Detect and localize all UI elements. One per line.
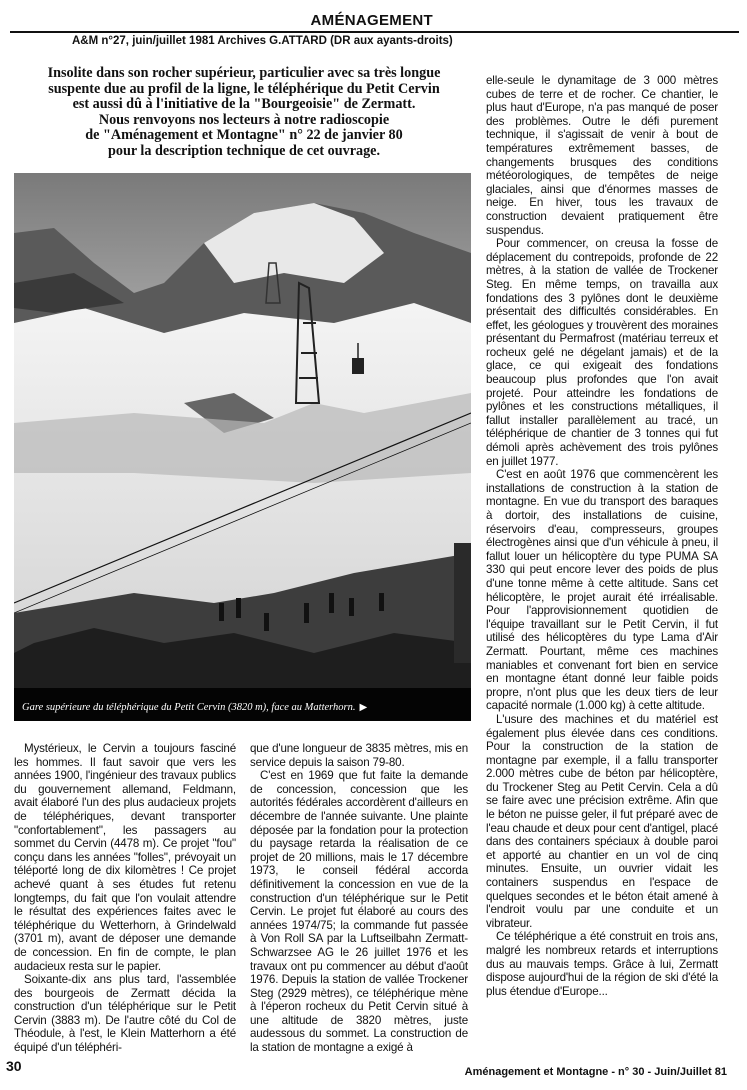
page-header xyxy=(0,12,747,34)
intro-paragraph xyxy=(14,66,474,160)
column1-paragraph: Mystérieux, le Cervin a toujours fasciné les hommes. Il faut savoir que vers les années 1900, l'ingénieur des travaux publics du gouvernement allemand, Feldmann, avait élaboré l'un des plus audacieux projets de téléphériques, devant transporter "confortablement", les passagers au sommet du Cervin (4478 m). Ce projet "fou" conçu dans les années "folles", prévoyait un téléporté long de dix kilomètres ! Ce projet achevé quant à ses études fut retenu longtemps, du fait que l'on voulait attendre le résultat des expériences faites avec le téléphérique du Wetterhorn, à Grindelwald (3701 m), avant de déposer une demande de concession. En fin de compte, le plan audacieux resta sur le papier. xyxy=(14,742,236,973)
intro-line: suspente due au profil de la ligne, le téléphérique du Petit Cervin xyxy=(48,80,440,97)
photo-illustration xyxy=(14,173,471,721)
triangle-arrow-icon: ▶ xyxy=(359,702,368,713)
page-number: 30 xyxy=(6,1058,22,1074)
caption-text: Gare supérieure du téléphérique du Petit Cervin (3820 m), face au Matterhorn. xyxy=(22,702,356,713)
intro-line: de "Aménagement et Montagne" n° 22 de janvier 80 xyxy=(85,127,403,144)
archive-credit: A&M n°27, juin/juillet 1981 Archives G.ATTARD (DR aux ayants-droits) xyxy=(72,35,453,47)
intro-line: Nous renvoyons nos lecteurs à notre radioscopie xyxy=(98,111,390,128)
publication-footer: Aménagement et Montagne - n° 30 - Juin/Juillet 81 xyxy=(464,1066,727,1078)
text-column-2 xyxy=(250,742,468,1055)
section-title: AMÉNAGEMENT xyxy=(310,12,433,29)
column1-paragraph: Soixante-dix ans plus tard, l'assemblée des bourgeois de Zermatt décida la construction d'un téléphérique sur le Petit Cervin (3883 m). De l'autre côté du Col de Théodule, à l'est, le Klein Matterhorn a été équipé d'un téléphéri- xyxy=(14,973,236,1055)
photo-caption xyxy=(22,702,367,713)
column3-paragraph: elle-seule le dynamitage de 3 000 mètres cubes de terre et de rocher. Ce chantier, le plus haut d'Europe, n'a pas manqué de poser des problèmes. Outre le défi purement technique, il s'agissait de venir à bout de températures extrêmement basses, de changements brusques des conditions météorologiques, de tempêtes de neige glaciales, ainsi que d'énormes masses de neige. En hiver, tous les travaux de construction devaient pratiquement être suspendus. xyxy=(486,74,718,237)
intro-line: Insolite dans son rocher supérieur, particulier avec sa très longue xyxy=(47,65,441,81)
intro-line: est aussi dû à l'initiative de la "Bourgeoisie" de Zermatt. xyxy=(72,96,416,113)
column3-paragraph: Ce téléphérique a été construit en trois ans, malgré les nombreux retards et interruptions dus au mauvais temps. Grâce à lui, Zermatt dispose aujourd'hui de la région de ski d'été la plus étendue d'Europe... xyxy=(486,930,718,998)
intro-line: pour la description technique de cet ouvrage. xyxy=(107,142,381,159)
cable-car-photo xyxy=(14,173,471,721)
column2-paragraph: C'est en 1969 que fut faite la demande de concession, concession que les autorités fédérales accordèrent d'ailleurs en décembre de l'année suivante. Une plainte déposée par la fondation pour la protection du paysage retarda la réalisation de ce projet de 20 millions, mais le 17 décembre 1973, le conseil fédéral accorda définitivement la concession en vue de la construction d'un téléphérique sur le Petit Cervin. Le projet fut élaboré au cours des années 1974/75; la commande fut passée à Von Roll SA par la Luftseilbahn Zermatt-Schwarzsee AG le 26 juillet 1976 et les travaux ont pu commencer au début d'août 1976. Depuis la station de vallée Trockener Steg (2929 mètres), ce téléphérique mène à l'éperon rocheux du Petit Cervin situé à une altitude de 3820 mètres, juste audessous du sommet. La construction de la station de montagne a exigé à xyxy=(250,769,468,1055)
column3-paragraph: C'est en août 1976 que commencèrent les installations de construction à la station de montagne. En vue du transport des baraques à dortoir, des installations de cuisine, réservoirs d'eau, compresseurs, groupes électrogènes ainsi que d'un véhicule à pneu, il fallut louer un hélicoptère du type PUMA SA 330 qui peut encore lever des poids de plus d'une tonne même à cette altitude. Sans cet hélicoptère, le projet aurait été irréalisable. Pour l'approvisionnement quotidien de l'équipe travaillant sur le Petit Cervin, il fut utilisé des hélicoptères du type Lama d'Air Zermatt. Pourtant, même ces machines maniables et convenant fort bien en service en montagne étant donné leur faible poids propre, n'ont plus que les deux tiers de leur capacité normale (1.000 kg) à cette altitude. xyxy=(486,468,718,713)
column2-paragraph: que d'une longueur de 3835 mètres, mis en service depuis la saison 79-80. xyxy=(250,742,468,769)
text-column-3 xyxy=(486,74,718,998)
header-rule xyxy=(10,31,739,33)
column3-paragraph: Pour commencer, on creusa la fosse de déplacement du contrepoids, profonde de 22 mètres, à la station de vallée de Trockener Steg. En même temps, on travailla aux fondations des 3 pylônes dont le deuxième présentait des difficultés considérables. En effet, les géologues y trouvèrent des moraines présentant du Permafrost (matériau terreux et rocheux gelé ne dégelant jamais) et de la glace, ce qui exigeait des fondations beaucoup plus profondes que l'on avait projeté. Pour atteindre les fondations de pylônes et les constructions métalliques, il fallut installer parallèlement au tracé, un téléphérique de chantier de 3 tonnes qui fut démoli après achèvement des trois pylônes en juillet 1977. xyxy=(486,237,718,468)
text-column-1 xyxy=(14,742,236,1055)
column3-paragraph: L'usure des machines et du matériel est également plus élevée dans ces conditions. Pour la construction de la station de montagne par exemple, il a fallu transporter 2.000 mètres cube de béton par hélicoptère, du Trockener Steg au Petit Cervin. Cela a dû se faire avec une précision extrême. Afin que le béton ne puisse geler, il fut préparé avec de l'eau chaude et deux pour cent d'antigel, placé dans des containers spéciaux à double paroi et apporté au chantier en un vol de cinq minutes. Ensuite, un ouvrier vidait les containers suspendus en l'espace de quelques secondes et le béton était amené à l'endroit voulu par une conduite et un vibrateur. xyxy=(486,712,718,930)
